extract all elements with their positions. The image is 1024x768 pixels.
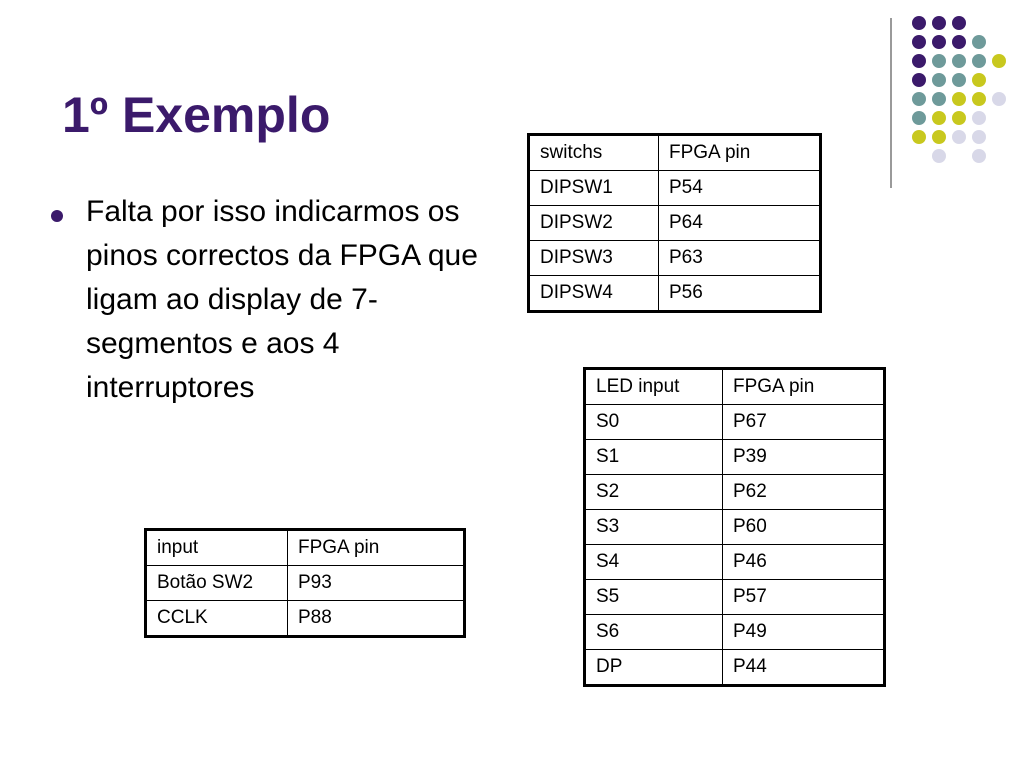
table-row	[585, 545, 885, 580]
table-cell: CCLK	[146, 601, 288, 637]
header-cell: FPGA pin	[288, 530, 465, 566]
decorative-dot	[952, 130, 966, 144]
bullet-dot-icon	[51, 210, 63, 222]
header-cell: input	[146, 530, 288, 566]
header-cell: FPGA pin	[659, 135, 821, 171]
decorative-dot	[952, 54, 966, 68]
decorative-dot	[932, 130, 946, 144]
table-cell: S0	[585, 405, 723, 440]
table-header-row	[146, 530, 465, 566]
decorative-dot	[992, 54, 1006, 68]
decorative-dot	[912, 73, 926, 87]
table-cell: S2	[585, 475, 723, 510]
decorative-dot	[932, 54, 946, 68]
decorative-dot	[932, 35, 946, 49]
table-cell: DP	[585, 650, 723, 686]
table-cell: P57	[723, 580, 885, 615]
table-row	[585, 580, 885, 615]
decorative-dot	[952, 92, 966, 106]
decorative-dot-grid	[912, 16, 1012, 166]
decorative-dot	[952, 35, 966, 49]
table-cell: DIPSW1	[529, 171, 659, 206]
decorative-dot	[972, 149, 986, 163]
decorative-dot	[912, 35, 926, 49]
decorative-dot	[932, 73, 946, 87]
slide-title: 1º Exemplo	[62, 87, 331, 143]
table-row	[585, 475, 885, 510]
decorative-dot	[972, 35, 986, 49]
table-cell: P63	[659, 241, 821, 276]
header-cell: switchs	[529, 135, 659, 171]
header-cell: LED input	[585, 369, 723, 405]
table-header-row	[529, 135, 821, 171]
table-row	[585, 405, 885, 440]
decorative-dot	[912, 111, 926, 125]
table-cell: P60	[723, 510, 885, 545]
table-row	[146, 566, 465, 601]
input-pin-table	[144, 528, 466, 638]
table-row	[146, 601, 465, 637]
table-cell: P44	[723, 650, 885, 686]
decorative-dot	[952, 73, 966, 87]
table-cell: P54	[659, 171, 821, 206]
table-cell: Botão SW2	[146, 566, 288, 601]
table-row	[529, 171, 821, 206]
table-cell: P39	[723, 440, 885, 475]
decorative-dot	[932, 111, 946, 125]
decorative-dot	[972, 73, 986, 87]
table-cell: DIPSW2	[529, 206, 659, 241]
decorative-dot	[972, 111, 986, 125]
switch-pin-table	[527, 133, 822, 313]
table-row	[585, 615, 885, 650]
table-cell: P49	[723, 615, 885, 650]
decorative-dot	[972, 92, 986, 106]
decorative-dot	[932, 16, 946, 30]
decorative-dot	[932, 92, 946, 106]
table-cell: P46	[723, 545, 885, 580]
decorative-dot	[932, 149, 946, 163]
table-cell: DIPSW4	[529, 276, 659, 312]
decorative-dot	[992, 92, 1006, 106]
table-cell: P67	[723, 405, 885, 440]
table-cell: P64	[659, 206, 821, 241]
table-row	[529, 241, 821, 276]
led-pin-table	[583, 367, 886, 687]
decorative-dot	[912, 130, 926, 144]
table-row	[585, 440, 885, 475]
table-cell: P62	[723, 475, 885, 510]
decorative-dot	[912, 92, 926, 106]
table-row	[529, 206, 821, 241]
table-cell: S3	[585, 510, 723, 545]
table-cell: S4	[585, 545, 723, 580]
decorative-dot	[912, 16, 926, 30]
table-header-row	[585, 369, 885, 405]
decorative-divider	[890, 18, 892, 188]
table-row	[585, 650, 885, 686]
table-cell: S6	[585, 615, 723, 650]
table-cell: P88	[288, 601, 465, 637]
table-cell: DIPSW3	[529, 241, 659, 276]
table-row	[585, 510, 885, 545]
table-cell: P56	[659, 276, 821, 312]
decorative-dot	[952, 16, 966, 30]
bullet-text: Falta por isso indicarmos os pinos correctos da FPGA que ligam ao display de 7-segmentos e aos 4 interruptores	[86, 195, 478, 404]
decorative-dot	[972, 54, 986, 68]
decorative-dot	[912, 54, 926, 68]
decorative-dot	[952, 111, 966, 125]
table-row	[529, 276, 821, 312]
decorative-dot	[972, 130, 986, 144]
header-cell: FPGA pin	[723, 369, 885, 405]
table-cell: P93	[288, 566, 465, 601]
table-cell: S1	[585, 440, 723, 475]
table-cell: S5	[585, 580, 723, 615]
